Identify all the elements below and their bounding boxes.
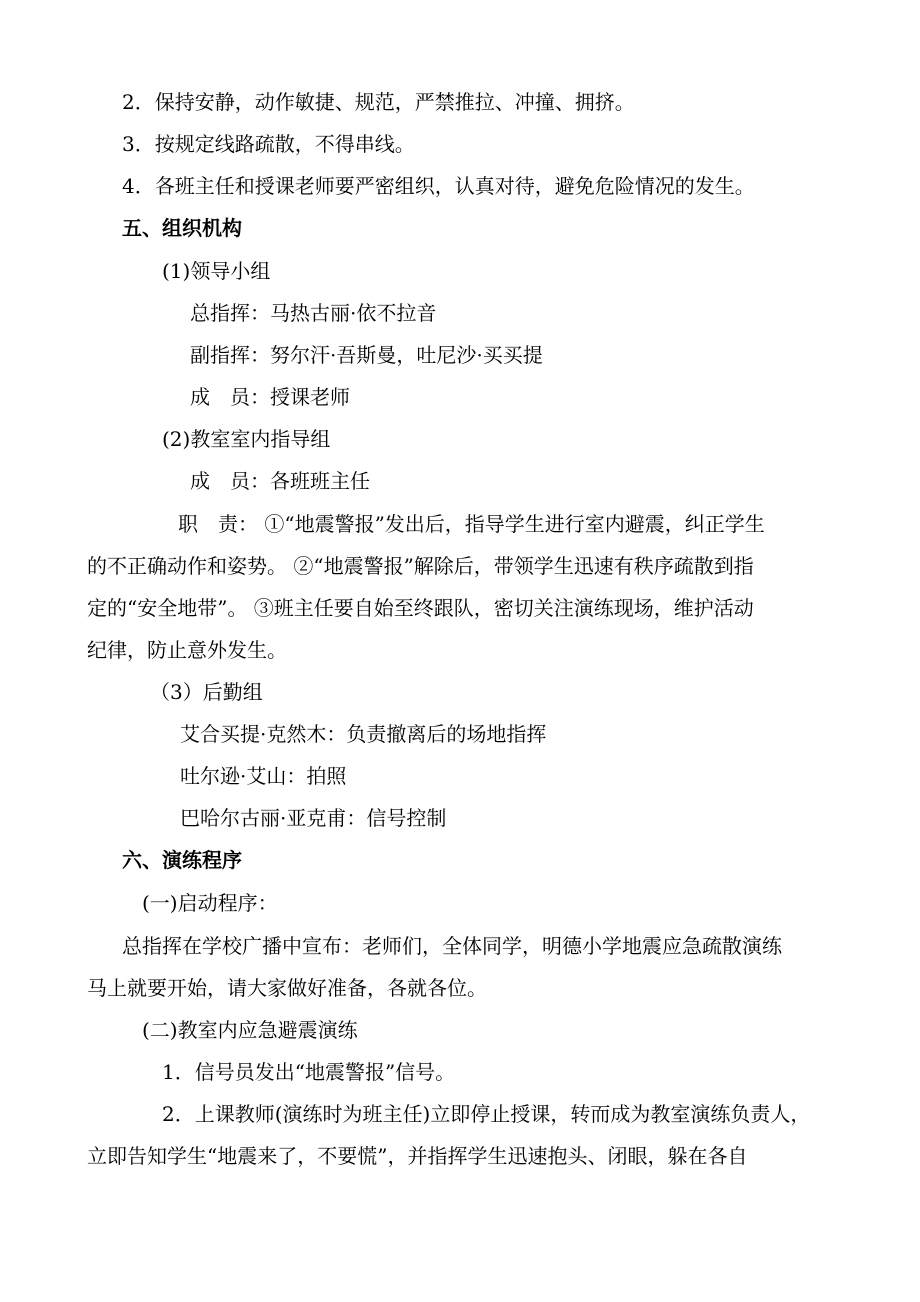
- subsection-heading: (1)领导小组: [162, 259, 271, 283]
- text-line: 总指挥在学校广播中宣布：老师们，全体同学，明德小学地震应急疏散演练: [122, 934, 782, 958]
- text-line: 1．信号员发出“地震警报”信号。: [162, 1060, 456, 1084]
- subsection-heading: (2)教室室内指导组: [162, 427, 331, 451]
- text-line: 纪律，防止意外发生。: [87, 638, 287, 662]
- text-line: 总指挥：马热古丽·依不拉音: [190, 301, 437, 325]
- subsection-heading: (二)教室内应急避震演练: [142, 1018, 358, 1042]
- subsection-heading: （3）后勤组: [150, 680, 263, 704]
- subsection-heading: (一)启动程序：: [142, 891, 278, 915]
- section-heading-5: 五、组织机构: [122, 216, 242, 240]
- text-line: 定的“安全地带”。 ③班主任要自始至终跟队，密切关注演练现场，维护活动: [87, 596, 754, 620]
- text-line: 马上就要开始，请大家做好准备，各就各位。: [87, 976, 487, 1000]
- text-line: 的不正确动作和姿势。 ②“地震警报”解除后，带领学生迅速有秩序疏散到指: [87, 554, 754, 578]
- text-line: 成 员：授课老师: [190, 385, 350, 409]
- text-line: 吐尔逊·艾山：拍照: [180, 764, 347, 788]
- text-line: 4．各班主任和授课老师要严密组织，认真对待，避免危险情况的发生。: [122, 174, 755, 198]
- section-heading-6: 六、演练程序: [122, 848, 242, 872]
- text-line: 成 员：各班班主任: [190, 469, 370, 493]
- text-line: 2．上课教师(演练时为班主任)立即停止授课，转而成为教室演练负责人，: [162, 1102, 811, 1126]
- text-line: 立即告知学生“地震来了，不要慌”，并指挥学生迅速抱头、闭眼，躲在各自: [87, 1144, 748, 1168]
- text-line: 职 责： ①“地震警报”发出后，指导学生进行室内避震，纠正学生: [178, 512, 765, 536]
- text-line: 3．按规定线路疏散，不得串线。: [122, 132, 415, 156]
- text-line: 艾合买提·克然木：负责撤离后的场地指挥: [180, 722, 547, 746]
- text-line: 副指挥：努尔汗·吾斯曼，吐尼沙·买买提: [190, 343, 543, 367]
- text-line: 巴哈尔古丽·亚克甫：信号控制: [180, 806, 447, 830]
- text-line: 2．保持安静，动作敏捷、规范，严禁推拉、冲撞、拥挤。: [122, 90, 635, 114]
